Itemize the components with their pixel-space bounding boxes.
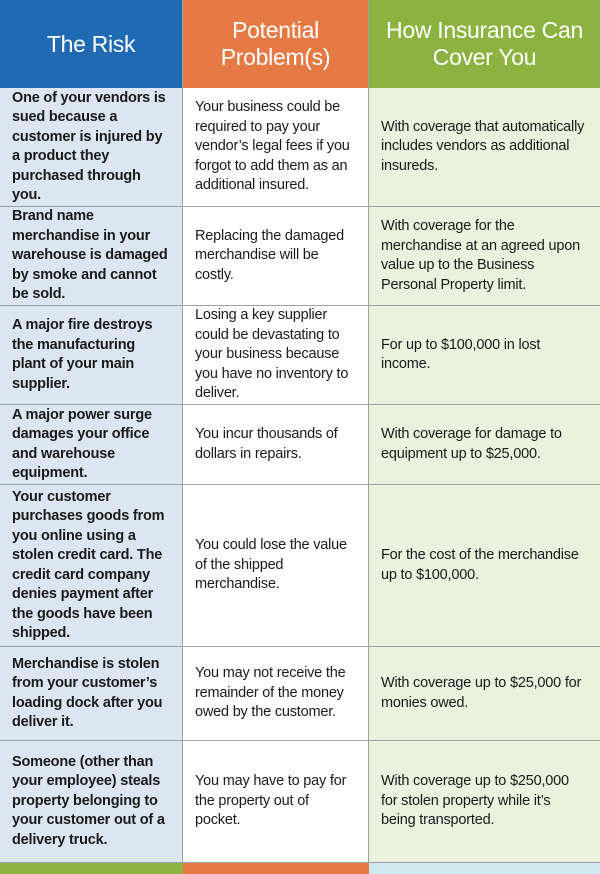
header-problem-label: Potential Problem(s) — [220, 17, 331, 70]
risk-cell — [0, 207, 183, 306]
coverage-text: With coverage for damage to equipment up to $25,000. — [381, 426, 562, 462]
risk-cell — [0, 88, 183, 207]
coverage-text: For the cost of the merchandise up to $100,000. — [381, 547, 579, 583]
coverage-cell — [369, 207, 600, 306]
problem-text: You incur thousands of dollars in repairs. — [195, 426, 338, 462]
header-the-risk — [0, 0, 183, 88]
risk-text: Someone (other than your employee) steals property belonging to your customer out of a delivery truck. — [12, 753, 165, 848]
coverage-cell — [369, 485, 600, 647]
coverage-text: With coverage for the merchandise at an agreed upon value up to the Business Personal Property limit. — [381, 218, 580, 293]
coverage-text: With coverage that automatically includes vendors as additional insureds. — [381, 118, 585, 174]
coverage-cell — [369, 88, 600, 207]
problem-cell — [183, 741, 369, 863]
header-how-insurance-covers — [369, 0, 600, 88]
risk-text: Your customer purchases goods from you online using a stolen credit card. The credit card company denies payment after the goods have been shipped. — [12, 488, 165, 641]
coverage-cell — [369, 647, 600, 741]
coverage-text: With coverage up to $250,000 for stolen property while it’s being transported. — [381, 773, 569, 829]
problem-text: Your business could be required to pay your vendor’s legal fees if you forgot to add them as an additional insured. — [195, 99, 350, 194]
risk-text: Brand name merchandise in your warehouse is damaged by smoke and cannot be sold. — [12, 208, 168, 303]
problem-cell — [183, 207, 369, 306]
coverage-cell — [369, 405, 600, 485]
coverage-text: With coverage up to $25,000 for monies owed. — [381, 675, 582, 711]
coverage-cell — [369, 306, 600, 405]
coverage-cell — [369, 741, 600, 863]
problem-text: Replacing the damaged merchandise will be costly. — [195, 227, 344, 283]
header-potential-problems — [183, 0, 369, 88]
problem-cell — [183, 306, 369, 405]
risk-text: One of your vendors is sued because a customer is injured by a product they purchased through you. — [12, 89, 166, 203]
problem-cell — [183, 485, 369, 647]
problem-text: You could lose the value of the shipped merchandise. — [195, 537, 347, 593]
risk-text: A major power surge damages your office and warehouse equipment. — [12, 406, 152, 481]
problem-cell — [183, 88, 369, 207]
problem-text: You may not receive the remainder of the money owed by the customer. — [195, 665, 346, 721]
problem-text: Losing a key supplier could be devastating to your business because you have no inventory to deliver. — [195, 307, 349, 402]
problem-cell — [183, 405, 369, 485]
header-risk-label: The Risk — [46, 30, 136, 57]
risk-cell — [0, 405, 183, 485]
coverage-text: For up to $100,000 in lost income. — [381, 336, 541, 372]
risk-cell — [0, 306, 183, 405]
risk-cell — [0, 485, 183, 647]
risk-cell — [0, 647, 183, 741]
footer-strip-green — [0, 863, 183, 874]
problem-cell — [183, 647, 369, 741]
header-coverage-label: How Insurance Can Cover You — [386, 17, 583, 70]
risk-text: Merchandise is stolen from your customer’s loading dock after you deliver it. — [12, 655, 163, 730]
problem-text: You may have to pay for the property out of pocket. — [195, 773, 347, 829]
risk-cell — [0, 741, 183, 863]
footer-strip-orange — [183, 863, 369, 874]
risk-text: A major fire destroys the manufacturing plant of your main supplier. — [12, 317, 153, 392]
footer-strip-light-blue — [369, 863, 600, 874]
